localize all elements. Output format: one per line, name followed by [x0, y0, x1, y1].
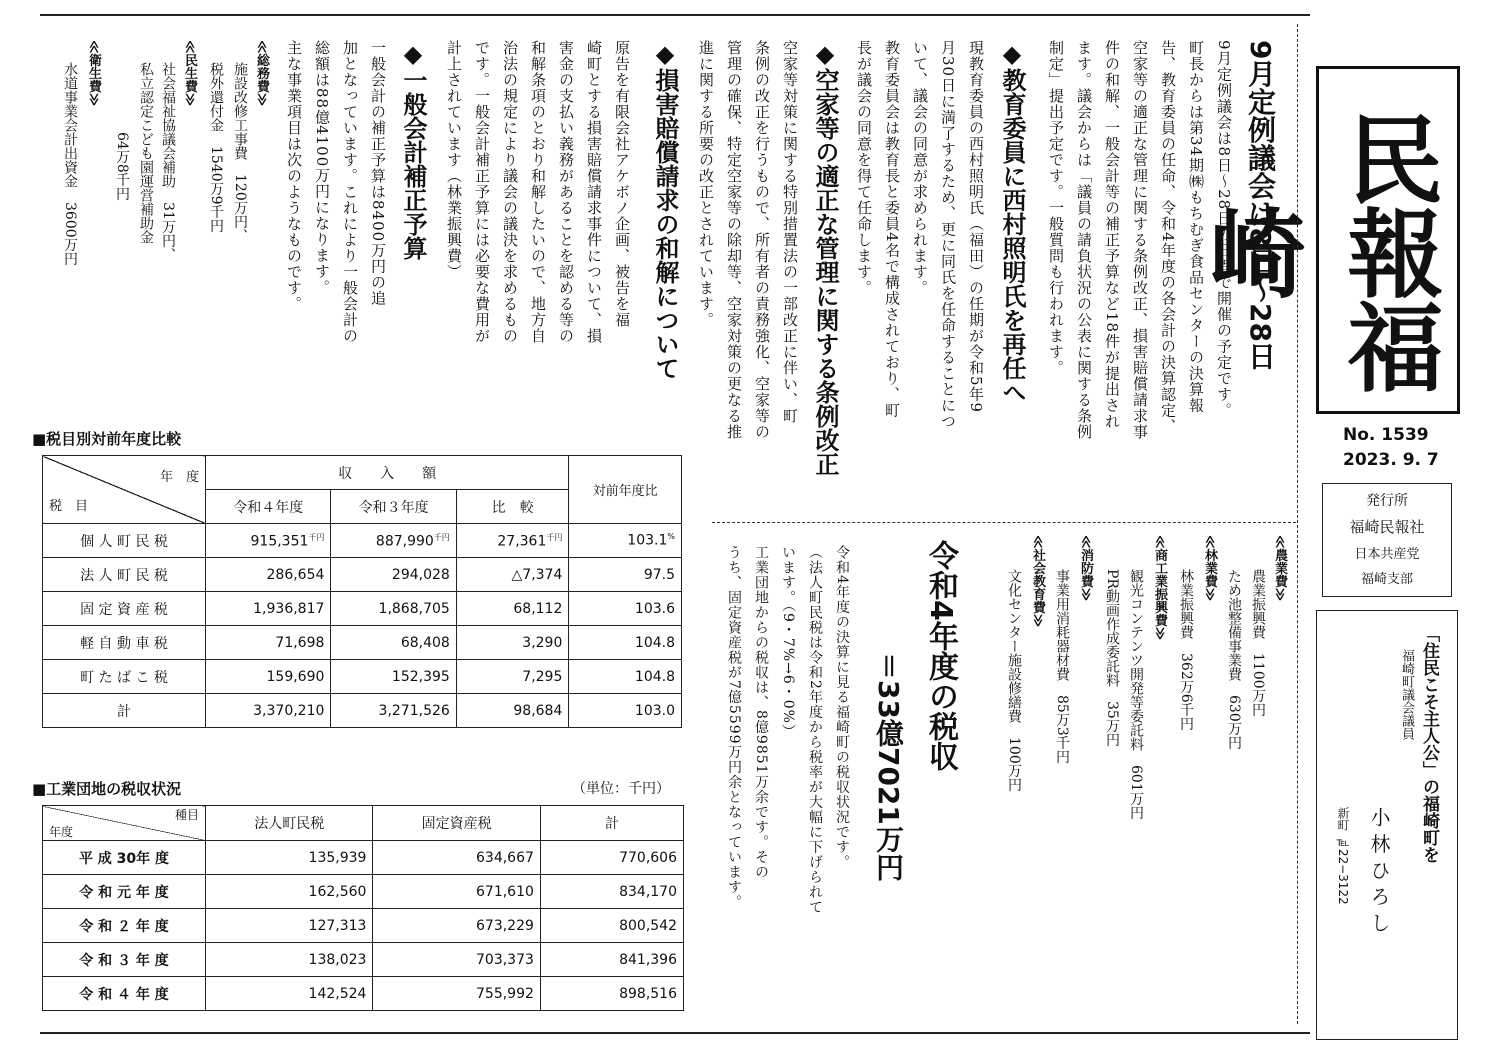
budget-items-left [30, 40, 275, 380]
cmp-value: 7,295 [456, 660, 569, 694]
unit-mark: 千円 [546, 532, 563, 542]
budget-item: 事業用消耗器材費 85万3千円 [1054, 569, 1070, 764]
budget-item: 施設改修工事費 120万円、 [232, 62, 248, 243]
table2-a-header: 法人町民税 [206, 806, 373, 841]
row-year: 令 和 元 年 度 [43, 875, 206, 909]
table2-corner [43, 806, 206, 841]
r3-value: 887,990 [375, 533, 434, 550]
ad-role: 福崎町議会議員 [1399, 649, 1414, 740]
table2-caption: ■工業団地の税収状況 [32, 780, 182, 798]
budget-item: ≪社会教育費≫ [1030, 535, 1045, 628]
tax-subhead: ＝33億7021万円 [872, 652, 905, 881]
table1-ratio-header: 対前年度比 [569, 456, 682, 524]
publisher-label: 発行所 [1366, 493, 1408, 509]
assembly-body: 9月定例議会は8日～28日の日程で開催の予定です。 町長からは第34期㈱もちむぎ食品センターの決算報 告、教育委員の任命、令和4年度の各会計の決算認定、 空家等の適正な管理に関する条例改正、損害賠償請求事 件の和解、一般会計等の補正予算など18件が提出され ます。議会からは「議員の請負状況の公表に関する条例 制定」提出予定です。一般質問も行われます。 [1047, 40, 1233, 440]
budget-item: ≪農業費≫ [1272, 535, 1287, 602]
row-name: 町 た ば こ 税 [43, 660, 206, 694]
cmp-value: 68,112 [456, 592, 569, 626]
table-row [43, 977, 684, 1011]
row-name: 固 定 資 産 税 [43, 592, 206, 626]
education-body: 現教育委員の西村照明氏（福田）の任期が令和5年9 月30日に満了するため、更に同氏を任命することにつ いて、議会の同意が求められます。 教育委員会は教育長と委員4名で構成されており、町 長が議会の同意を得て任命します。 [855, 40, 985, 430]
a-value: 135,939 [206, 841, 373, 875]
budget-item: 林業振興費 362万6千円 [1178, 569, 1194, 731]
r4-value: 286,654 [206, 558, 331, 592]
table-row [43, 875, 684, 909]
row-name: 法 人 町 民 税 [43, 558, 206, 592]
ratio-value: 103.0 [569, 694, 682, 728]
issue-number: No. 1539 [1343, 425, 1429, 445]
r3-value: 294,028 [331, 558, 456, 592]
budget-item: 観光コンテンツ開発等委託料 601万円 [1128, 569, 1144, 820]
a-value: 162,560 [206, 875, 373, 909]
vacant-headline: ◆空家等の適正な管理に関する条例改正 [811, 40, 839, 476]
r3-value: 3,271,526 [331, 694, 456, 728]
assembly-headline: 9月定例議会は8日～28日 [1244, 40, 1277, 370]
table1-item-header: 税 目 [49, 498, 89, 514]
table1-year-header: 年 度 [159, 469, 199, 485]
table1-cmp-header: 比 較 [456, 490, 569, 524]
table1-corner [43, 456, 206, 524]
budget-items-right [1006, 535, 1290, 895]
table1-caption: ■税目別対前年度比較 [32, 430, 182, 448]
row-year: 令 和 ４ 年 度 [43, 977, 206, 1011]
vacant-body: 空家等対策に関する特別措置法の一部改正に伴い、町 条例の改正を行うもので、所有者の責務強化、空家等の 管理の確保、特定空家等の除却等、空家対策の更なる推 進に関する所要の改正とされています。 [697, 40, 799, 440]
r3-value: 152,395 [331, 660, 456, 694]
b-value: 703,373 [373, 943, 540, 977]
r3-cell [331, 524, 456, 558]
row-year: 令 和 ３ 年 度 [43, 943, 206, 977]
table-row [43, 660, 682, 694]
cmp-value: △7,374 [456, 558, 569, 592]
r4-value: 915,351 [250, 533, 309, 550]
table2-year-header: 年度 [49, 825, 74, 839]
unit-mark: 千円 [433, 532, 450, 542]
masthead-title: 民報福崎 [1194, 110, 1444, 392]
total-value: 834,170 [540, 875, 683, 909]
cmp-value: 98,684 [456, 694, 569, 728]
ratio-value: 104.8 [569, 660, 682, 694]
total-value: 770,606 [540, 841, 683, 875]
r3-value: 1,868,705 [331, 592, 456, 626]
divider-h [712, 522, 1296, 523]
a-value: 127,313 [206, 909, 373, 943]
ad-slogan: 「住民こそ主人公」の福崎町を [1419, 625, 1439, 863]
ad-address: 新町 ℡22−3122 [1336, 807, 1350, 905]
b-value: 673,229 [373, 909, 540, 943]
table2-b-header: 固定資産税 [373, 806, 540, 841]
budget-item: 税外還付金 1540万9千円 [208, 62, 224, 233]
table-row [43, 943, 684, 977]
tax-body: 令和4年度の決算に見る福崎町の税収状況です。 （法人町民税は令和2年度から税率が大幅に下げられて います。（9・7%→6・0%） 工業団地からの税収は、8億9851万余です。その うち、固定資産税が7億5599万円余となっています。 [726, 545, 850, 915]
cmp-value: 3,290 [456, 626, 569, 660]
budget-item: 64万8千円 [114, 62, 130, 201]
budget-item: 文化センター施設修繕費 100万円 [1006, 569, 1022, 792]
table-row [43, 592, 682, 626]
budget-item: ≪消防費≫ [1078, 535, 1093, 602]
budget-item: PR動画作成委託料 35万円 [1104, 569, 1120, 747]
total-value: 841,396 [540, 943, 683, 977]
b-value: 671,610 [373, 875, 540, 909]
tax-headline: 令和4年度の税収 [923, 540, 958, 771]
budget-item: ≪民生費≫ [182, 40, 197, 107]
budget-item: ≪総務費≫ [254, 40, 269, 107]
budget-item: ≪商工業振興費≫ [1152, 535, 1167, 641]
budget-item: 水道事業会計出資金 3600万円 [62, 62, 78, 266]
r4-cell [206, 524, 331, 558]
cmp-cell [456, 524, 569, 558]
publisher-name: 福崎民報社 [1349, 518, 1425, 536]
budget-body: 一般会計の補正予算は8400万円の追 加となっています。これにより一般会計の 総額は88億4100万円になります。 主な事業項目は次のようなものです。 [285, 40, 387, 344]
row-name: 計 [43, 694, 206, 728]
publisher-branch: 福崎支部 [1360, 572, 1413, 587]
ratio-value: 97.5 [569, 558, 682, 592]
education-headline: ◆教育委員に西村照明氏を再任へ [998, 40, 1026, 404]
divider-1 [1297, 24, 1298, 1024]
total-value: 800,542 [540, 909, 683, 943]
row-name: 軽 自 動 車 税 [43, 626, 206, 660]
a-value: 138,023 [206, 943, 373, 977]
b-value: 755,992 [373, 977, 540, 1011]
r4-value: 159,690 [206, 660, 331, 694]
publisher-box [1322, 483, 1452, 597]
table2-unit: （単位：千円） [572, 781, 670, 797]
table-row [43, 524, 682, 558]
table-row [43, 841, 684, 875]
budget-item: 私立認定こども園運営補助金 [138, 62, 154, 244]
budget-item: 農業振興費 1100万円 [1250, 569, 1266, 717]
tax-comparison-table [42, 455, 682, 728]
table2-total-header: 計 [540, 806, 683, 841]
ratio-value: 104.8 [569, 626, 682, 660]
table1-r4-header: 令和４年度 [206, 490, 331, 524]
issue-date: 2023. 9. 7 [1343, 450, 1439, 470]
budget-item: ため池整備事業費 630万円 [1226, 569, 1242, 750]
table-row [43, 694, 682, 728]
budget-item: 社会福祉協議会補助 31万円、 [160, 62, 176, 262]
r4-value: 3,370,210 [206, 694, 331, 728]
budget-item: ≪林業費≫ [1202, 535, 1217, 602]
table-row [43, 909, 684, 943]
damages-body: 原告を有限会社アケボノ企画、被告を福 崎町とする損害賠償請求事件について、損 害金の支払い義務があることを認める等の 和解条項のとおり和解したいので、地方自 治法の規定により議会の議決を求めるもの です。一般会計補正予算には必要な費用が 計上されています（林業振興費） [445, 40, 631, 344]
a-value: 142,524 [206, 977, 373, 1011]
r4-value: 71,698 [206, 626, 331, 660]
table-row [43, 626, 682, 660]
r4-value: 1,936,817 [206, 592, 331, 626]
bottom-rule [40, 1032, 1310, 1034]
publisher-party: 日本共産党 [1354, 547, 1420, 562]
row-year: 令 和 ２ 年 度 [43, 909, 206, 943]
damages-headline: ◆損害賠償請求の和解について [651, 40, 679, 380]
table1-r3-header: 令和３年度 [331, 490, 456, 524]
unit-mark: 千円 [308, 532, 325, 542]
table1-income-header: 収 入 額 [206, 456, 569, 490]
budget-headline: ◆一般会計補正予算 [399, 40, 427, 260]
r3-value: 68,408 [331, 626, 456, 660]
cmp-value: 27,361 [497, 533, 547, 550]
row-name: 個 人 町 民 税 [43, 524, 206, 558]
ratio-cell [569, 524, 682, 558]
table2-item-header: 種目 [174, 808, 199, 822]
b-value: 634,667 [373, 841, 540, 875]
ad-name: 小 林 ひ ろ し [1367, 807, 1391, 933]
ratio-value: 103.1 [627, 532, 668, 549]
ratio-value: 103.6 [569, 592, 682, 626]
industrial-tax-table [42, 805, 684, 1011]
top-rule [40, 14, 1310, 16]
total-value: 898,516 [540, 977, 683, 1011]
budget-item: ≪衛生費≫ [86, 40, 101, 107]
table-row [43, 558, 682, 592]
unit-mark: % [667, 532, 675, 542]
row-year: 平 成 30年 度 [43, 841, 206, 875]
ad-box [1316, 610, 1458, 1040]
